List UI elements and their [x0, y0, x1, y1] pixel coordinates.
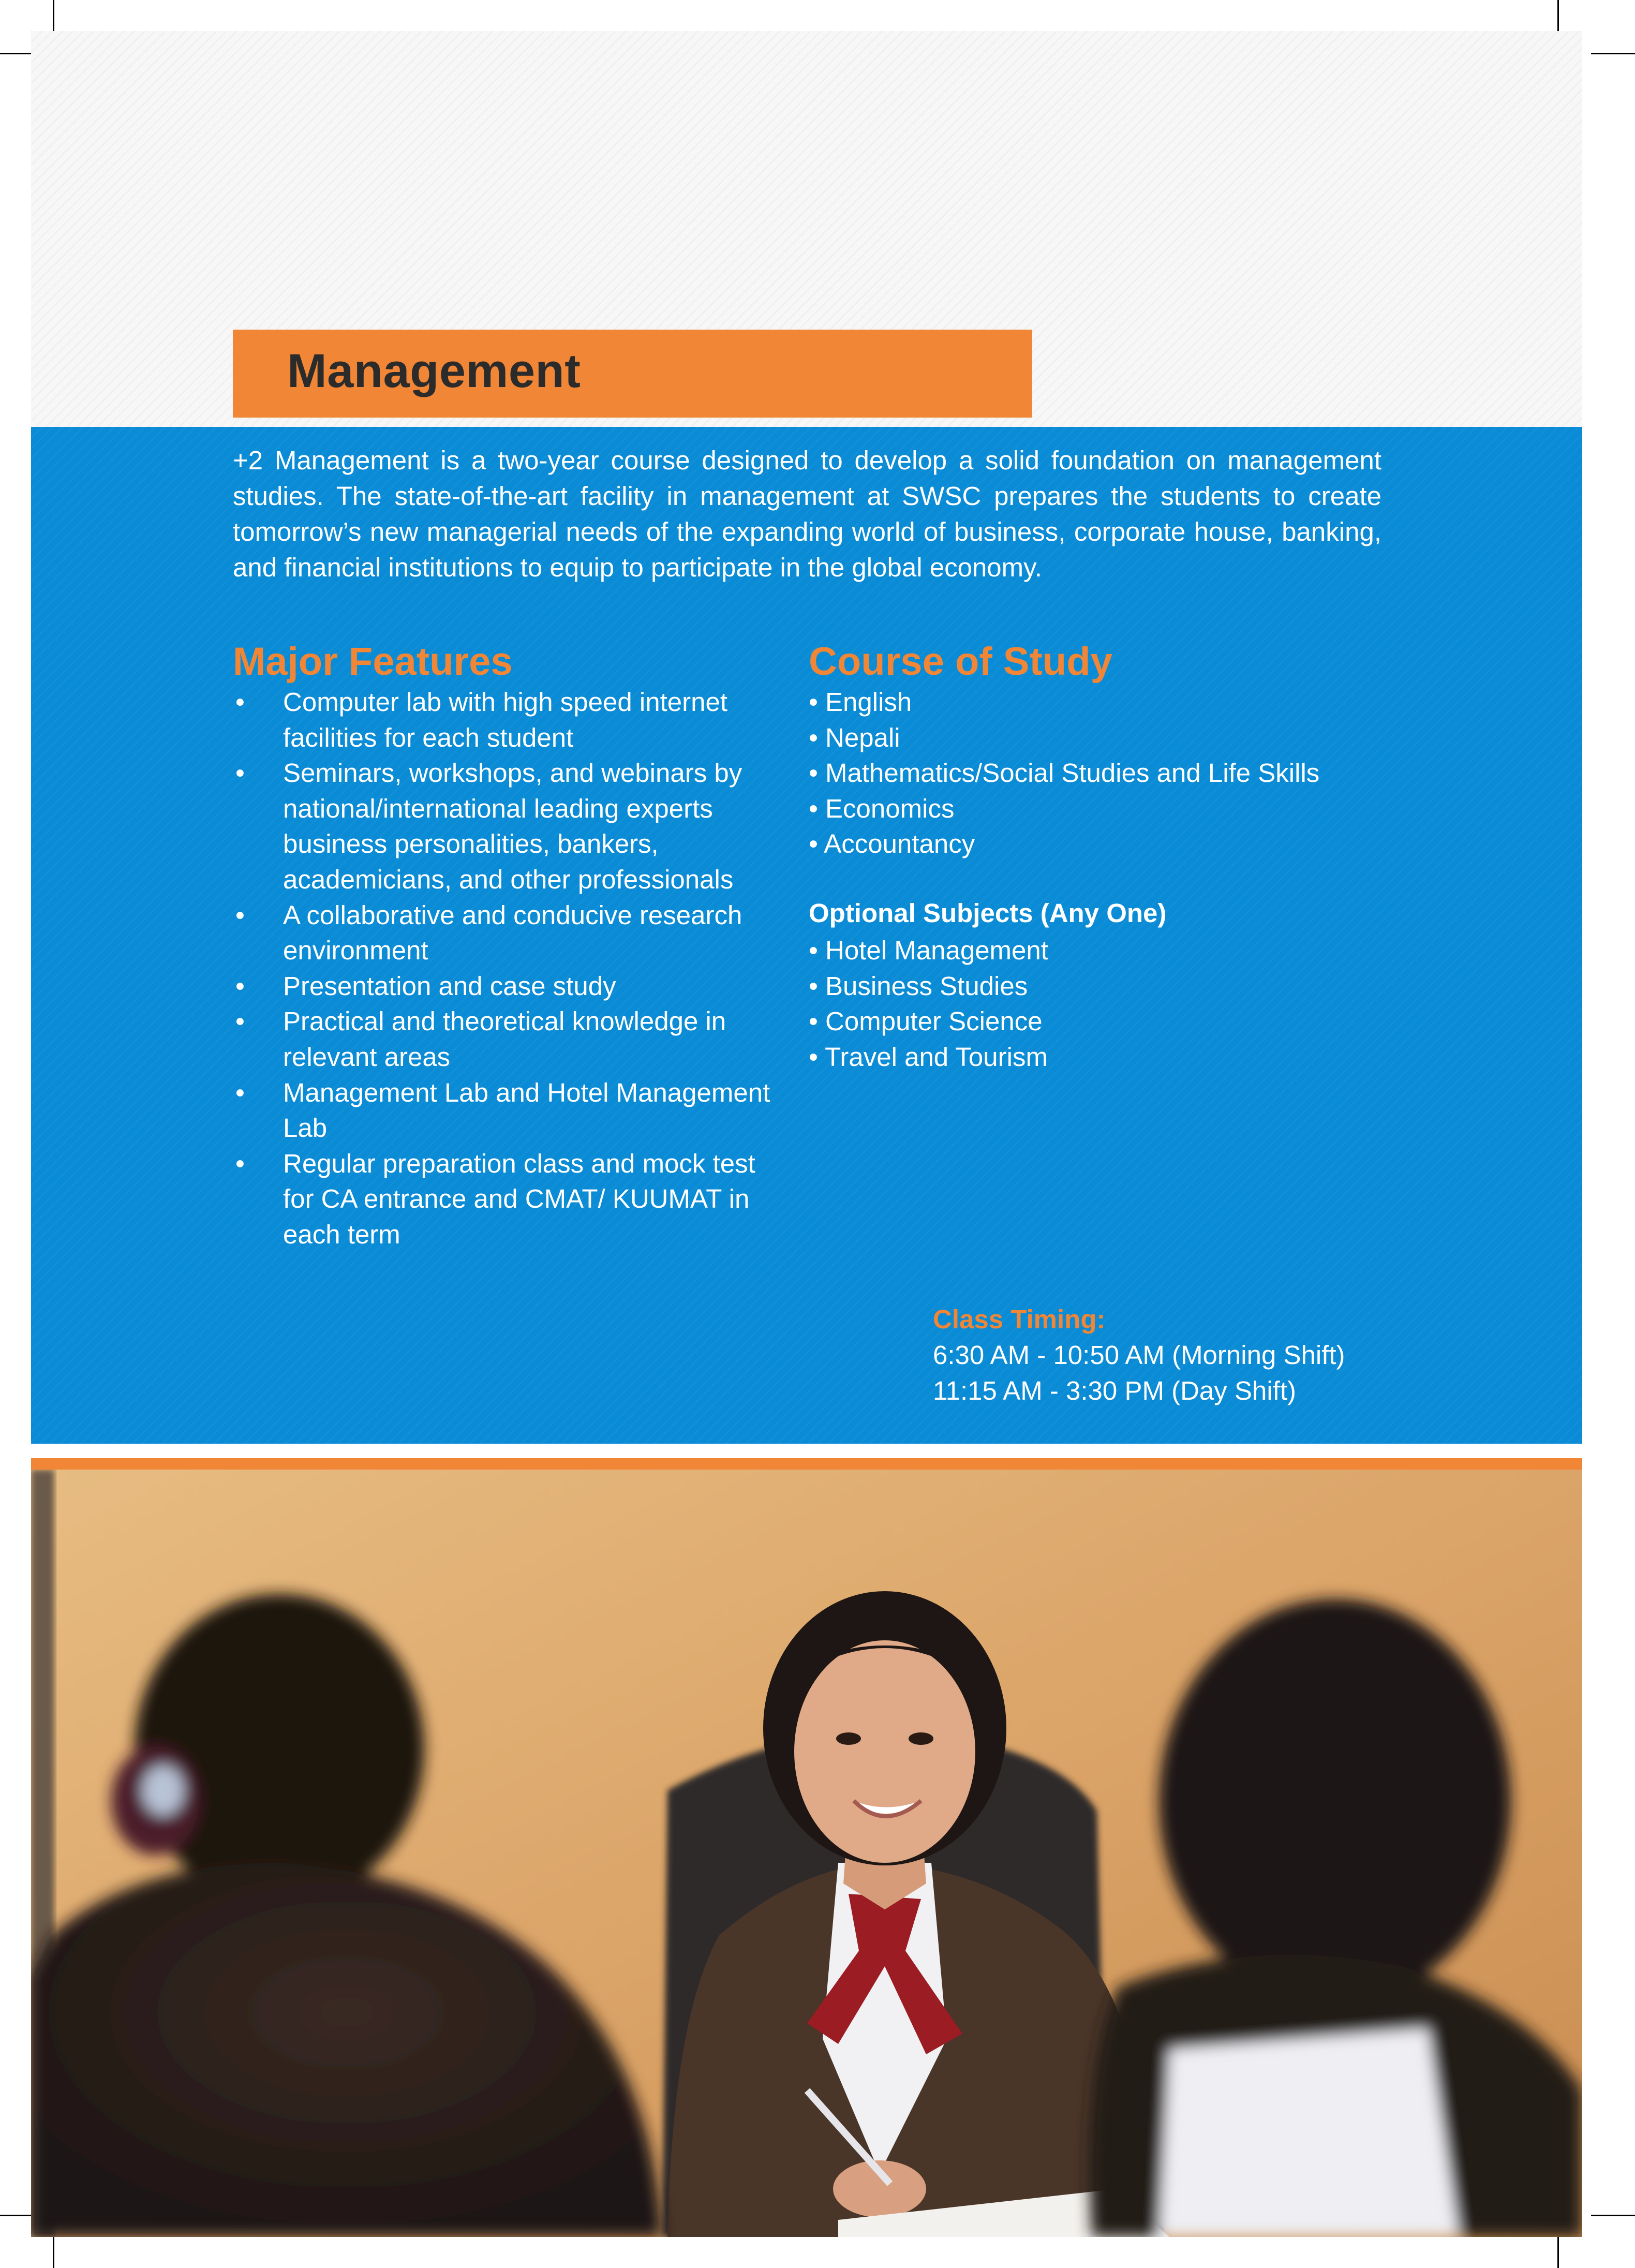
list-item: • Business Studies	[809, 971, 1028, 1001]
optional-subjects-heading: Optional Subjects (Any One)	[809, 898, 1167, 928]
class-timing-label: Class Timing:	[933, 1305, 1106, 1334]
list-item: • Regular preparation class and mock test for CA entrance and CMAT/ KUUMAT in each term	[233, 1146, 776, 1253]
list-item: • Mathematics/Social Studies and Life Skills	[809, 758, 1320, 788]
optional-subjects-list	[809, 933, 1430, 1075]
list-item: • Computer lab with high speed internet facilities for each student	[233, 685, 776, 755]
list-item: • Travel and Tourism	[809, 1042, 1048, 1072]
bullet-icon: •	[235, 687, 245, 717]
morning-shift: 6:30 AM - 10:50 AM (Morning Shift)	[933, 1340, 1345, 1370]
crop-mark	[1591, 53, 1635, 54]
list-item: • Management Lab and Hotel Management Lab	[233, 1075, 776, 1146]
list-item: • Presentation and case study	[233, 969, 776, 1004]
features-heading: Major Features	[233, 640, 513, 684]
features-list	[233, 685, 776, 1253]
list-item: • Hotel Management	[809, 936, 1048, 965]
list-item: • English	[809, 687, 912, 717]
bullet-icon: •	[235, 1006, 245, 1036]
bullet-icon: •	[235, 1077, 245, 1107]
crop-mark	[1591, 2215, 1635, 2216]
list-item: • Practical and theoretical knowledge in relevant areas	[233, 1004, 776, 1075]
intro-paragraph: +2 Management is a two-year course designed to develop a solid foundation on management studies. The state-of-the-art facility in management at SWSC prepares the students to create tomorrow’s new managerial needs of the expanding world of business, corporate house, banking, and financial institutions to equip to participate in the global economy.	[233, 446, 1381, 582]
list-item: • Nepali	[809, 722, 900, 752]
bullet-icon: •	[235, 1148, 245, 1178]
course-heading: Course of Study	[809, 640, 1112, 684]
page-title: Management	[287, 345, 581, 397]
students-photo	[31, 1470, 1582, 2237]
divider-stripe	[31, 1458, 1582, 1470]
course-list	[809, 685, 1430, 862]
class-timing	[933, 1301, 1345, 1409]
bullet-icon: •	[235, 758, 245, 788]
photo-illustration	[31, 1470, 1582, 2237]
list-item: • Economics	[809, 793, 955, 823]
bullet-icon: •	[235, 900, 245, 930]
list-item: • A collaborative and conducive research environment	[233, 898, 776, 969]
list-item: • Seminars, workshops, and webinars by national/international leading experts business personalities, bankers, academicians, and other professionals	[233, 755, 776, 897]
day-shift: 11:15 AM - 3:30 PM (Day Shift)	[933, 1376, 1296, 1405]
title-banner	[233, 330, 1032, 418]
list-item: • Accountancy	[809, 829, 975, 859]
bullet-icon: •	[235, 971, 245, 1001]
list-item: • Computer Science	[809, 1006, 1043, 1036]
